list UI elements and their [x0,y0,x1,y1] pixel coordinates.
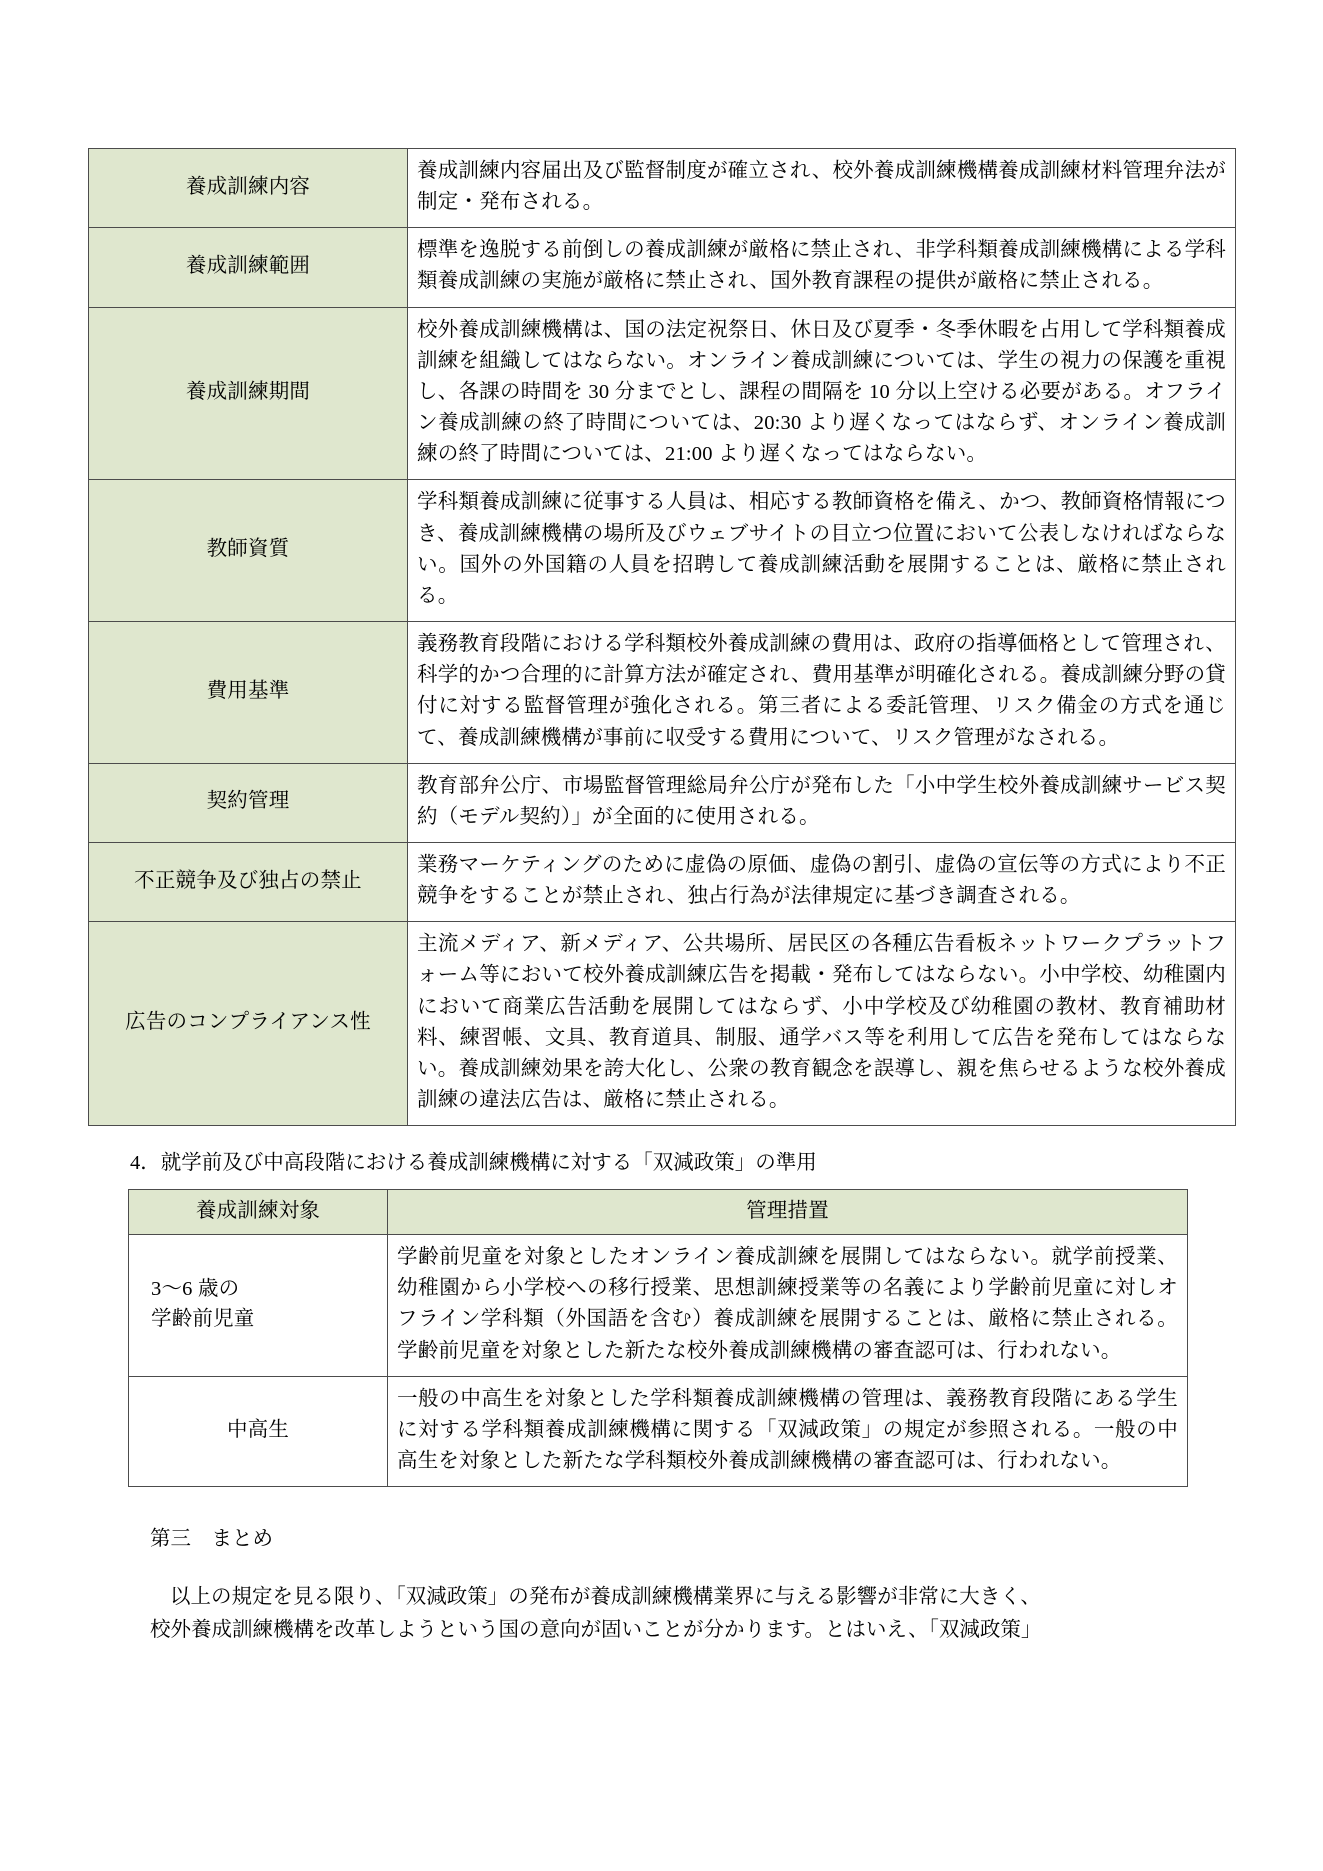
row-label: 費用基準 [89,622,408,764]
row-label: 養成訓練内容 [89,149,408,228]
section-heading: 4．就学前及び中高段階における養成訓練機構に対する「双減政策」の準用 [130,1152,817,1175]
preschool-secondary-table [128,1189,1188,1487]
table-row [89,622,1236,764]
table-row [89,228,1236,307]
row-body: 学科類養成訓練に従事する人員は、相応する教師資格を備え、かつ、教師資格情報につき、養成訓練機構の場所及びウェブサイトの目立つ位置において公表しなければならない。国外の外国籍の人員を招聘して養成訓練活動を展開することは、厳格に禁止される。 [408,480,1236,622]
table-row [89,307,1236,480]
row-label: 養成訓練期間 [89,307,408,480]
row-body: 校外養成訓練機構は、国の法定祝祭日、休日及び夏季・冬季休暇を占用して学科類養成訓練を組織してはならない。オンライン養成訓練については、学生の視力の保護を重視し、各課の時間を 30 分までとし、課程の間隔を 10 分以上空ける必要がある。オフライン養成訓練の終了時間については、20:30 より遅くなってはならず、オンライン養成訓練の終了時間については、21:00 より遅くなってはならない。 [408,307,1236,480]
row-label: 広告のコンプライアンス性 [89,922,408,1126]
table-row [129,1235,1188,1377]
conclusion-paragraph-line1: 以上の規定を見る限り、「双減政策」の発布が養成訓練機構業界に与える影響が非常に大きく、 [170,1586,1041,1609]
conclusion-paragraph-line2: 校外養成訓練機構を改革しようという国の意向が固いことが分かります。とはいえ、「双減政策」 [150,1619,1042,1642]
row-label: 教師資質 [89,480,408,622]
row-body: 標準を逸脱する前倒しの養成訓練が厳格に禁止され、非学科類養成訓練機構による学科類養成訓練の実施が厳格に禁止され、国外教育課程の提供が厳格に禁止される。 [408,228,1236,307]
row-measure: 学齢前児童を対象としたオンライン養成訓練を展開してはならない。就学前授業、幼稚園から小学校への移行授業、思想訓練授業等の名義により学齢前児童に対しオフライン学科類（外国語を含む）養成訓練を展開することは、厳格に禁止される。学齢前児童を対象とした新たな校外養成訓練機構の審査認可は、行われない。 [388,1235,1188,1377]
table-row [89,763,1236,842]
row-body: 業務マーケティングのために虚偽の原価、虚偽の割引、虚偽の宣伝等の方式により不正競争をすることが禁止され、独占行為が法律規定に基づき調査される。 [408,842,1236,921]
row-target: 中高生 [129,1376,388,1486]
row-body: 義務教育段階における学科類校外養成訓練の費用は、政府の指導価格として管理され、科学的かつ合理的に計算方法が確定され、費用基準が明確化される。養成訓練分野の貸付に対する監督管理が強化される。第三者による委託管理、リスク備金の方式を通じて、養成訓練機構が事前に収受する費用について、リスク管理がなされる。 [408,622,1236,764]
table-header-row [129,1189,1188,1234]
table-row [89,842,1236,921]
table-row [89,149,1236,228]
training-regulations-table [88,148,1236,1126]
column-header-target: 養成訓練対象 [129,1189,388,1234]
row-label: 契約管理 [89,763,408,842]
row-label: 養成訓練範囲 [89,228,408,307]
row-measure: 一般の中高生を対象とした学科類養成訓練機構の管理は、義務教育段階にある学生に対する学科類養成訓練機構に関する「双減政策」の規定が参照される。一般の中高生を対象とした新たな学科類校外養成訓練機構の審査認可は、行われない。 [388,1376,1188,1486]
row-target-line2: 学齢前児童 [151,1308,255,1331]
conclusion-paragraph [88,1581,1236,1647]
row-label: 不正競争及び独占の禁止 [89,842,408,921]
row-body: 教育部弁公庁、市場監督管理総局弁公庁が発布した「小中学生校外養成訓練サービス契約（モデル契約）」が全面的に使用される。 [408,763,1236,842]
row-target [129,1235,388,1377]
table-row [129,1376,1188,1486]
table-row [89,480,1236,622]
conclusion-heading: 第三 まとめ [150,1528,273,1551]
column-header-measure: 管理措置 [388,1189,1188,1234]
table-row [89,922,1236,1126]
row-body: 主流メディア、新メディア、公共場所、居民区の各種広告看板ネットワークプラットフォーム等において校外養成訓練広告を掲載・発布してはならない。小中学校、幼稚園内において商業広告活動を展開してはならず、小中学校及び幼稚園の教材、教育補助材料、練習帳、文具、教育道具、制服、通学バス等を利用して広告を発布してはならない。養成訓練効果を誇大化し、公衆の教育観念を誤導し、親を焦らせるような校外養成訓練の違法広告は、厳格に禁止される。 [408,922,1236,1126]
row-target-line1: 3〜6 歳の [151,1277,240,1300]
row-body: 養成訓練内容届出及び監督制度が確立され、校外養成訓練機構養成訓練材料管理弁法が制定・発布される。 [408,149,1236,228]
page-content [88,148,1236,1648]
